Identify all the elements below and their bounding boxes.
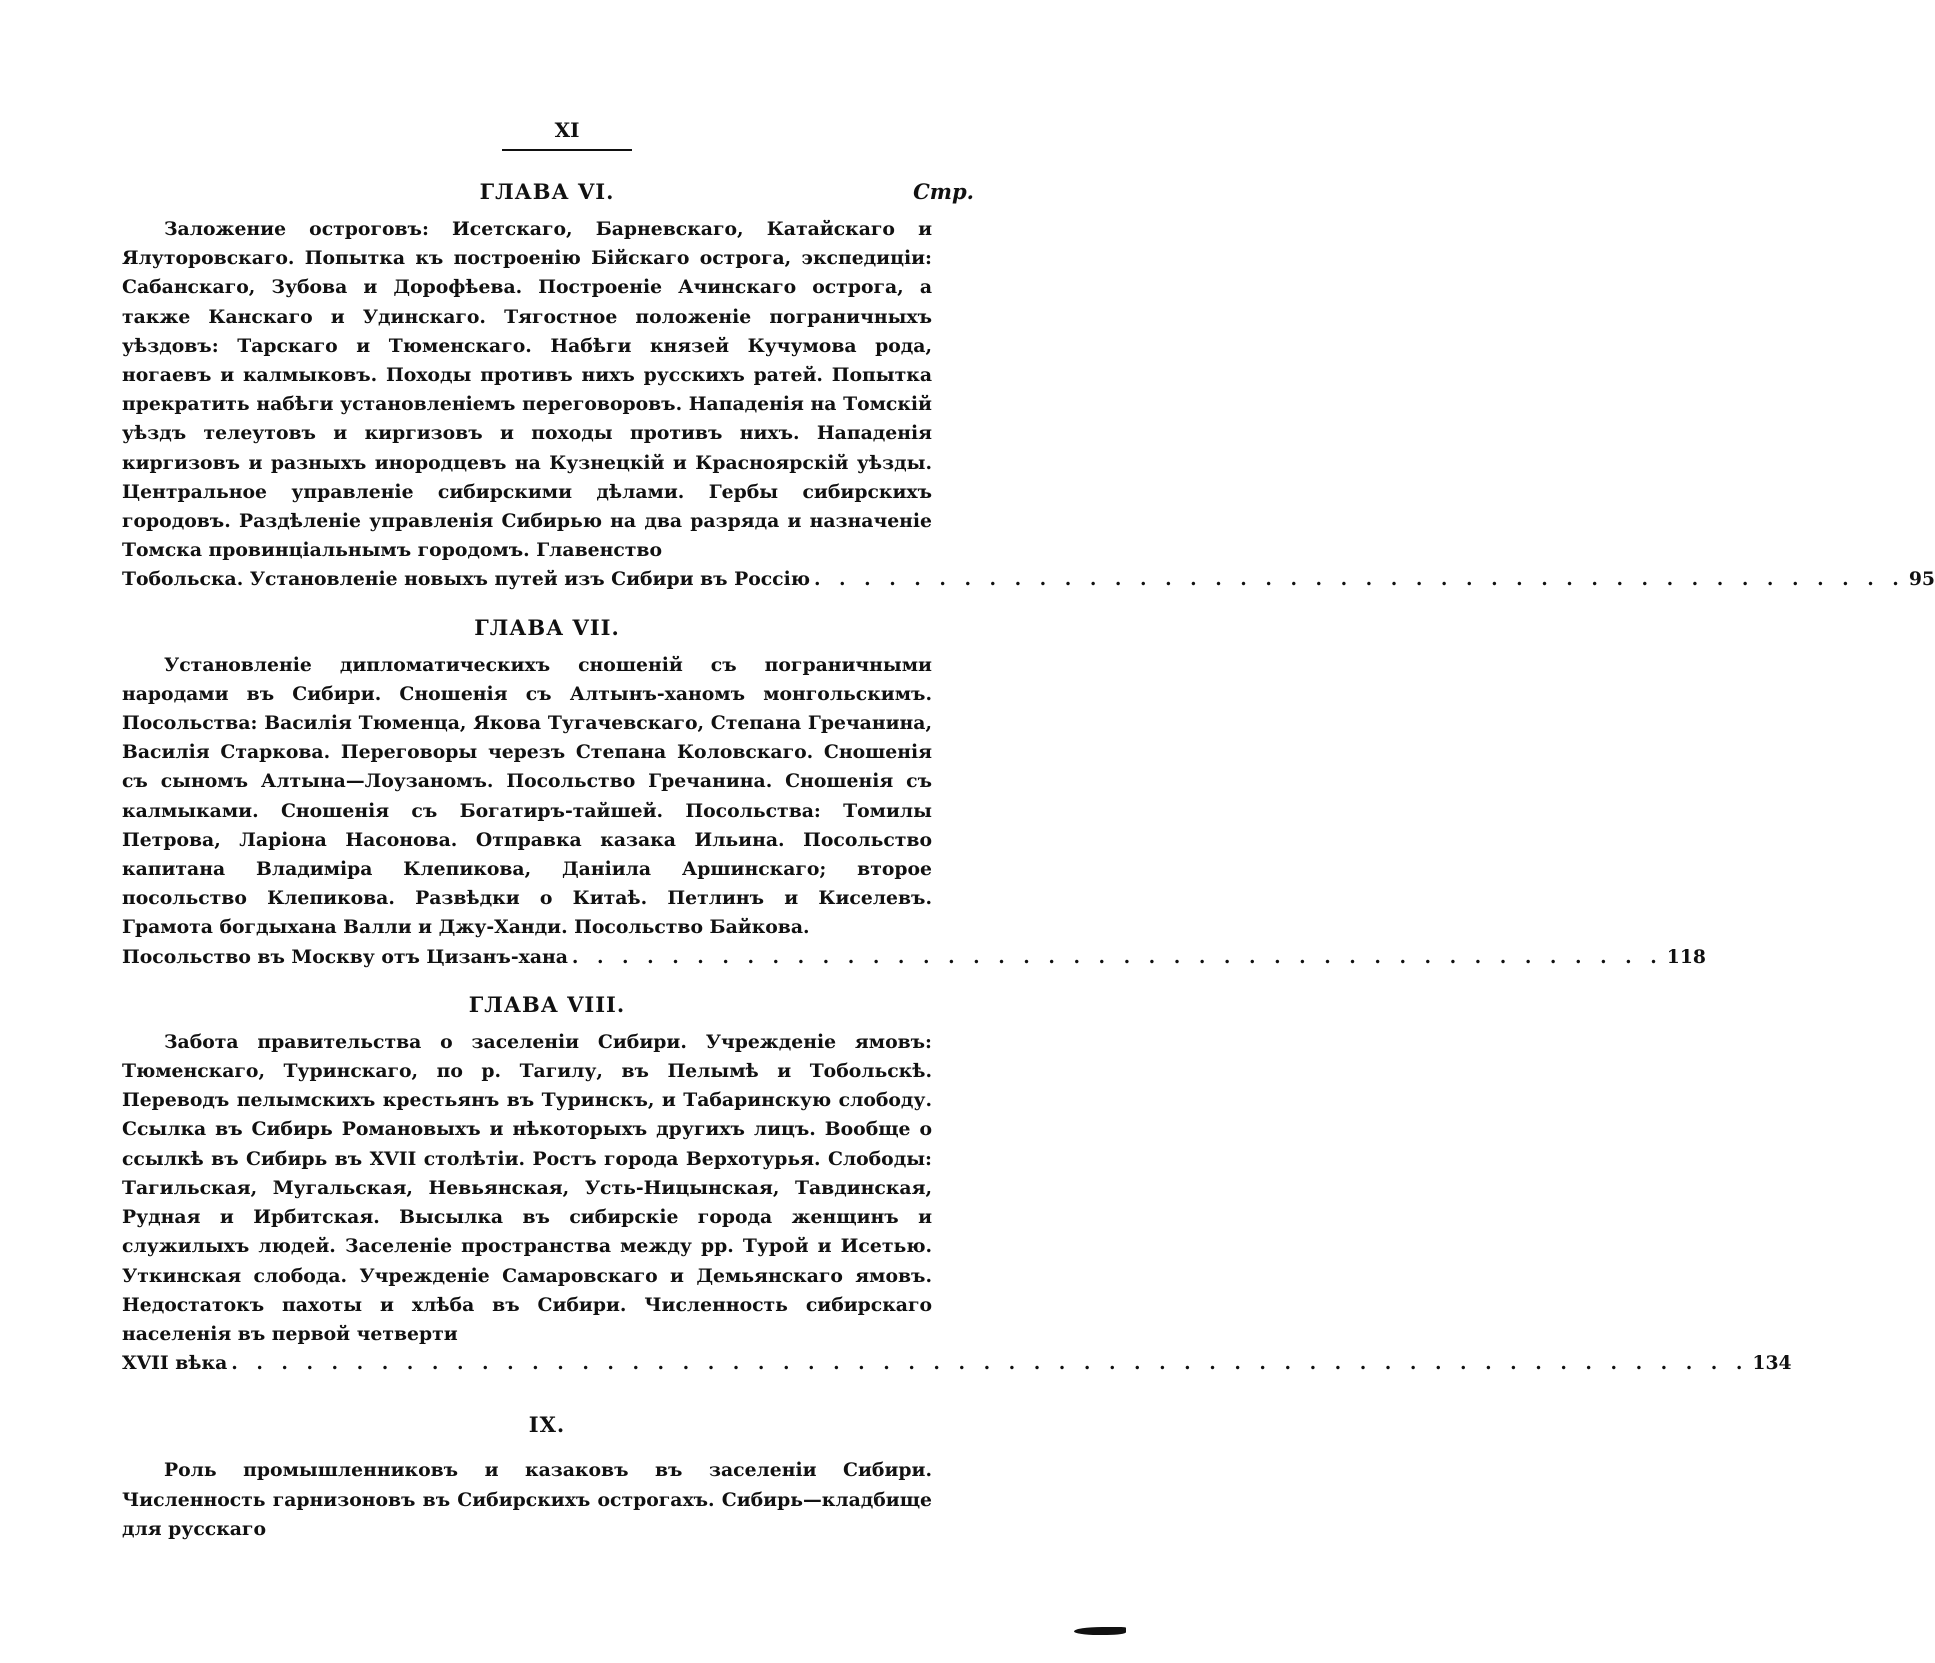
dot-leader: . . . . . . . . . . . . . . . . . . . . . . . . . . . . . . . . . . . . . . . . . . . . [813,568,1905,591]
chapter-9-header [122,1402,972,1442]
chapter-8-summary: Забота правительства о заселеніи Сибири. Учрежденіе ямовъ: Тюменскаго, Туринскаго, по р. Тагилу, въ Пелымѣ и Тобольскѣ. Переводъ пелымскихъ крестьянъ въ Туринскъ, и Табаринскую слободу. Ссылка въ Сибирь Романовыхъ и нѣкоторыхъ другихъ лицъ. Вообще о ссылкѣ въ Сибирь въ XVII столѣтіи. Ростъ города Верхотурья. Слободы: Тагильская, Мугальская, Невьянская, Усть-Ницынская, Тавдинская, Рудная и Ирбитская. Высылка въ сибирскіе города женщинъ и служилыхъ людей. Заселеніе пространства между рр. Турой и Исетью. Уткинская слобода. Учрежденіе Самаровскаго и Демьянскаго ямовъ. Недостатокъ пахоты и хлѣба въ Сибири. Численность сибирскаго населенія въ первой четверти [122,1030,932,1345]
summary-last-line: Посольство въ Москву отъ Цизанъ-хана [122,945,568,968]
summary-last-line: Тобольска. Установленіе новыхъ путей изъ Сибири въ Россію [122,568,810,591]
chapter-7-toc-line [122,943,1706,972]
chapter-6-toc-line [122,565,1935,594]
chapter-6-header [122,169,972,209]
dot-leader: . . . . . . . . . . . . . . . . . . . . . . . . . . . . . . . . . . . . . . . . . . . . [571,945,1663,968]
chapter-6-page: 95 [1908,568,1935,591]
chapter-title: ГЛАВА VIII. [468,991,626,1017]
summary-last-line: XVII вѣка [122,1352,228,1375]
chapter-7-summary: Установленіе дипломатическихъ сношеній съ пограничными народами въ Сибири. Сношенія съ Алтынъ-ханомъ монгольскимъ. Посольства: Василія Тюменца, Якова Тугачевскаго, Степана Гречанина, Василія Старкова. Переговоры черезъ Степана Коловскаго. Сношенія съ сыномъ Алтына—Лоузаномъ. Посольство Гречанина. Сношенія съ калмыками. Сношенія съ Богатиръ-тайшей. Посольства: Томилы Петрова, Ларіона Насонова. Отправка казака Ильина. Посольство капитана Владиміра Клепикова, Даніила Аршинскаго; второе посольство Клепикова. Развѣдки о Китаѣ. Петлинъ и Киселевъ. Грамота богдыхана Валли и Джу-Ханди. Посольство Байкова. [122,653,932,939]
chapter-7-page: 118 [1666,945,1706,968]
chapter-title: ГЛАВА VII. [474,614,620,640]
chapter-8-header [122,982,972,1022]
page [122,118,1935,1544]
chapter-title: IX. [528,1412,566,1438]
chapter-7-header [122,605,972,645]
chapter-6-summary: Заложение остроговъ: Исетскаго, Барневскаго, Катайскаго и Ялуторовскаго. Попытка къ построенію Бійскаго острога, экспедиціи: Сабанскаго, Зубова и Дорофѣева. Построеніе Ачинскаго острога, а также Канскаго и Удинскаго. Тягостное положеніе пограничныхъ уѣздовъ: Тарскаго и Тюменскаго. Набѣги князей Кучумова рода, ногаевъ и калмыковъ. Походы противъ нихъ русскихъ ратей. Попытка прекратить набѣги установленіемъ переговоровъ. Нападенія на Томскій уѣздъ телеутовъ и киргизовъ и походы противъ нихъ. Нападенія киргизовъ и разныхъ инородцевъ на Кузнецкій и Красноярскій уѣзды. Центральное управленіе сибирскими дѣлами. Гербы сибирскихъ городовъ. Раздѣленіе управленія Сибирью на два разряда и назначеніе Томска провинціальнымъ городомъ. Главенство [122,218,932,562]
scan-edge-mark [1074,1627,1126,1635]
page-number: XI [502,118,632,151]
chapter-title: ГЛАВА VI. [479,179,615,204]
chapter-9-summary: Роль промышленниковъ и казаковъ въ заселеніи Сибири. Численность гарнизоновъ въ Сибирскихъ острогахъ. Сибирь—кладбище для русскаго [122,1459,932,1540]
chapter-8-page: 134 [1752,1352,1792,1375]
page-column-label: Стр. [913,179,974,204]
dot-leader: . . . . . . . . . . . . . . . . . . . . . . . . . . . . . . . . . . . . . . . . . . . . . . . . . . . . . . . . . . . . . [231,1352,1749,1375]
chapter-8-toc-line [122,1349,1792,1378]
